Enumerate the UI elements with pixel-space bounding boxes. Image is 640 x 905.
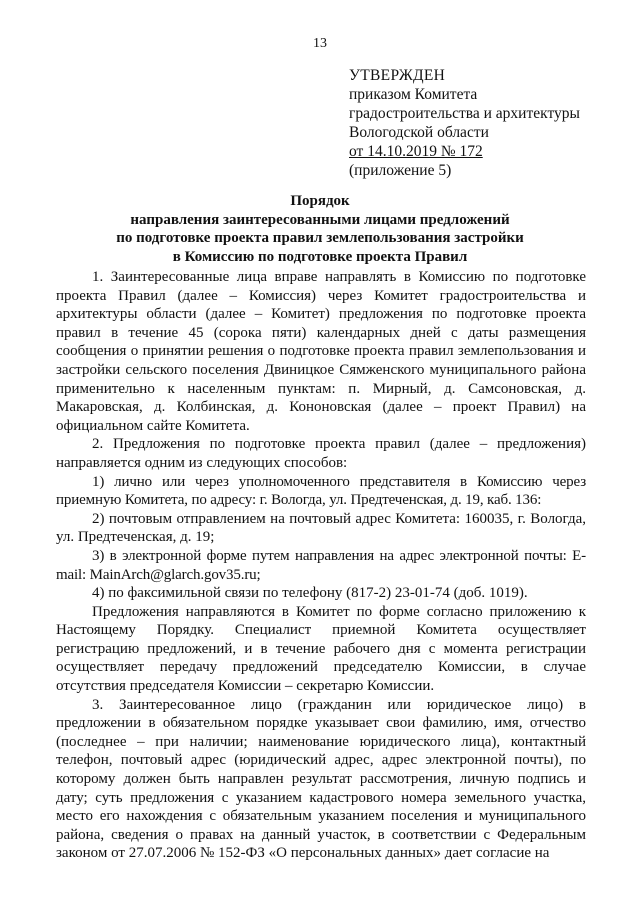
paragraph-method-2: 2) почтовым отправлением на почтовый адрес Комитета: 160035, г. Вологда, ул. Предтеченская, д. 19; (56, 510, 586, 546)
title-line-3: по подготовке проекта правил землепользования застройки (116, 230, 524, 246)
title-line-4: в Комиссию по подготовке проекта Правил (172, 248, 468, 265)
title-line-1: Порядок (290, 193, 350, 209)
title-line-2: направления заинтересованными лицами предложений (130, 211, 510, 228)
paragraph-procedure: Предложения направляются в Комитет по форме согласно приложению к Настоящему Порядку. Специалист приемной Комитета осуществляет регистрацию предложений, и в течение рабочего дня с момента регистрации осуществляет передачу предложений председателю Комиссии, в случае отсутствия председателя Комиссии – секретарю Комиссии. (56, 603, 586, 695)
document-body (56, 268, 586, 863)
paragraph-method-1: 1) лично или через уполномоченного представителя в Комиссию через приемную Комитета, по адресу: г. Вологда, ул. Предтеченская, д. 19, каб. 136: (56, 473, 586, 509)
paragraph-method-4: 4) по факсимильной связи по телефону (817-2) 23-01-74 (доб. 1019). (92, 585, 528, 602)
document-title (60, 192, 580, 266)
approval-appendix: (приложение 5) (349, 162, 452, 179)
approval-line-1: приказом Комитета (349, 86, 478, 103)
paragraph-3: 3. Заинтересованное лицо (гражданин или юридическое лицо) в предложении в обязательном порядке указывает свои фамилию, имя, отчество (последнее – при наличии; наименование юридического лица), контактный телефон, почтовый адрес (юридический адрес, адрес электронной почты), по которому должен быть направлен результат рассмотрения, личную подпись и дату; суть предложения с указанием кадастрового номера земельного участка, место его нахождения с обязательным указанием поселения и муниципального района, сведения о правах на данный участок, в соответствии с Федеральным законом от 27.07.2006 № 152-ФЗ «О персональных данных» дает согласие на (56, 696, 586, 862)
paragraph-1: 1. Заинтересованные лица вправе направлять в Комиссию по подготовке проекта Правил (далее – Комиссия) через Комитет градостроительства и архитектуры области (далее – Комитет) предложения по подготовке проекта правил в течение 45 (сорока пяти) календарных дней с даты размещения сообщения о принятии решения о подготовке проекта правил землепользования и застройки сельского поселения Двиницкое Сямженского муниципального района применительно к населенным пунктам: п. Мирный, д. Самсоновская, д. Макаровская, д. Колбинская, д. Кононовская (далее – проект Правил) на официальном сайте Комитета. (56, 269, 586, 434)
approval-block (349, 66, 580, 180)
approval-line-3: Вологодской области (349, 124, 489, 141)
paragraph-method-3: 3) в электронной форме путем направления на адрес электронной почты: E-mail: MainArch@glarch.gov35.ru; (56, 547, 586, 583)
approval-order-date: от 14.10.2019 № 172 (349, 143, 483, 160)
approval-line-2: градостроительства и архитектуры (349, 105, 580, 122)
page-number: 13 (313, 36, 327, 51)
approval-word: УТВЕРЖДЕН (349, 67, 446, 84)
paragraph-2: 2. Предложения по подготовке проекта правил (далее – предложения) направляется одним из следующих способов: (56, 436, 586, 471)
